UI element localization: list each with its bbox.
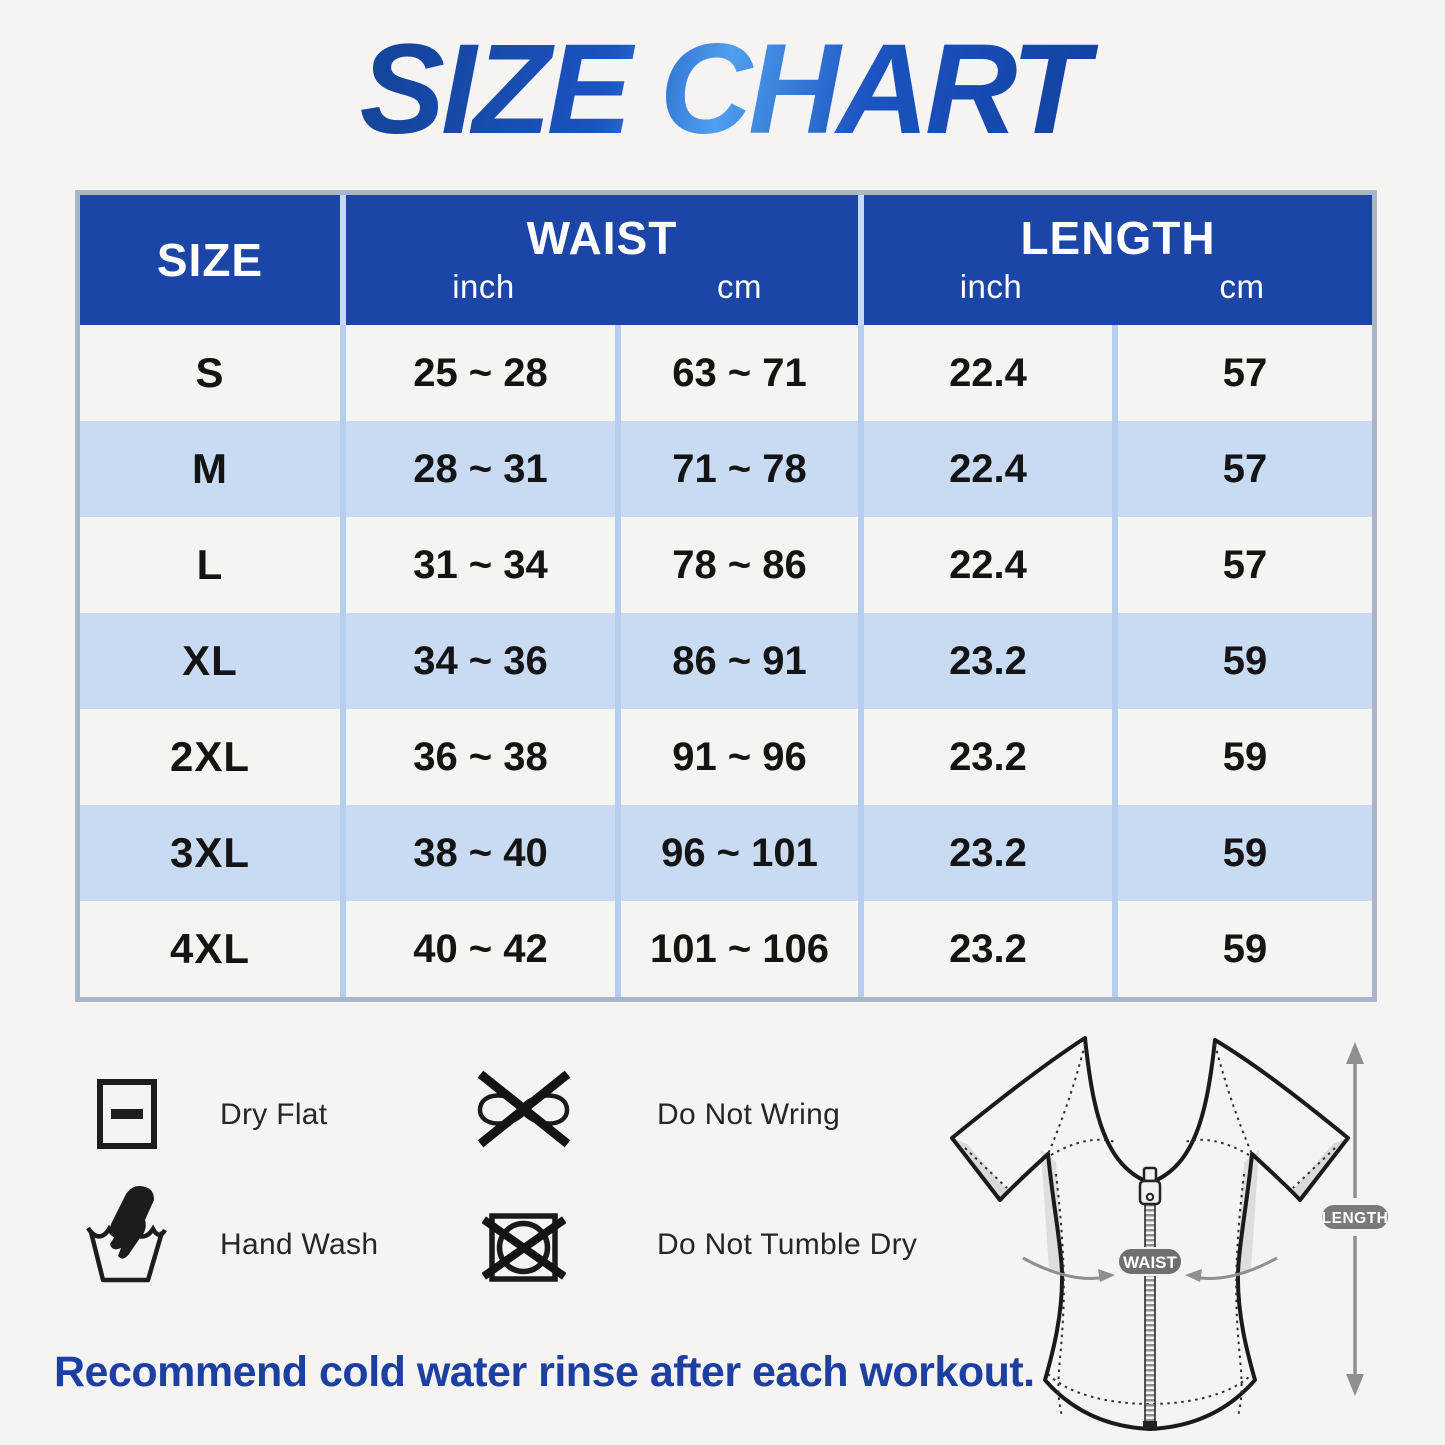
do-not-wring-icon — [470, 1068, 578, 1150]
zipper — [1140, 1168, 1160, 1429]
table-cell: 23.2 — [864, 709, 1118, 805]
table-cell: 59 — [1118, 613, 1372, 709]
table-cell: 38 ~ 40 — [346, 805, 621, 901]
table-cell: 23.2 — [864, 613, 1118, 709]
table-cell: 2XL — [80, 709, 346, 805]
column-header-waist — [346, 195, 864, 325]
table-cell: 31 ~ 34 — [346, 517, 621, 613]
table-cell: 78 ~ 86 — [621, 517, 864, 613]
table-cell: M — [80, 421, 346, 517]
table-cell: 59 — [1118, 709, 1372, 805]
table-cell: 57 — [1118, 517, 1372, 613]
table-cell: 91 ~ 96 — [621, 709, 864, 805]
dry-flat-icon — [96, 1078, 158, 1150]
table-cell: 4XL — [80, 901, 346, 997]
waist-label: WAIST — [1123, 1253, 1177, 1272]
table-cell: 36 ~ 38 — [346, 709, 621, 805]
table-cell: 22.4 — [864, 517, 1118, 613]
table-cell: XL — [80, 613, 346, 709]
table-cell: 59 — [1118, 805, 1372, 901]
length-label-pill — [1321, 1204, 1389, 1230]
table-cell: L — [80, 517, 346, 613]
table-cell: 28 ~ 31 — [346, 421, 621, 517]
size-table — [75, 190, 1377, 1002]
table-cell: 71 ~ 78 — [621, 421, 864, 517]
table-cell: 96 ~ 101 — [621, 805, 864, 901]
table-cell: 23.2 — [864, 901, 1118, 997]
waist-header-label: WAIST — [526, 211, 678, 264]
table-cell: 3XL — [80, 805, 346, 901]
table-cell: 57 — [1118, 325, 1372, 421]
care-label: Hand Wash — [220, 1228, 379, 1261]
table-cell: 63 ~ 71 — [621, 325, 864, 421]
care-label: Do Not Wring — [657, 1098, 841, 1131]
length-units-row — [864, 268, 1372, 306]
hand-wash-icon — [84, 1182, 168, 1286]
table-cell: 23.2 — [864, 805, 1118, 901]
waist-cm-unit-label: cm — [717, 268, 762, 306]
care-label: Dry Flat — [220, 1098, 328, 1131]
length-inch-unit-label: inch — [959, 268, 1023, 306]
waist-label-pill — [1118, 1248, 1182, 1275]
table-cell: 59 — [1118, 901, 1372, 997]
table-cell: 22.4 — [864, 421, 1118, 517]
table-cell: 25 ~ 28 — [346, 325, 621, 421]
care-note: Recommend cold water rinse after each workout. — [54, 1348, 1035, 1396]
table-cell: 40 ~ 42 — [346, 901, 621, 997]
page-title: SIZE CHART — [0, 16, 1445, 163]
table-cell: 22.4 — [864, 325, 1118, 421]
do-not-tumble-dry-icon — [482, 1206, 566, 1290]
column-header-length — [864, 195, 1372, 325]
table-cell: 34 ~ 36 — [346, 613, 621, 709]
table-cell: 57 — [1118, 421, 1372, 517]
waist-inch-unit-label: inch — [452, 268, 515, 306]
table-cell: S — [80, 325, 346, 421]
column-header-size — [80, 195, 346, 325]
size-header-label: SIZE — [156, 233, 264, 286]
length-header-label: LENGTH — [1020, 211, 1216, 264]
care-label: Do Not Tumble Dry — [657, 1228, 918, 1261]
waist-units-row — [346, 268, 858, 306]
table-cell: 101 ~ 106 — [621, 901, 864, 997]
length-cm-unit-label: cm — [1219, 268, 1265, 306]
length-label: LENGTH — [1321, 1210, 1389, 1227]
table-cell: 86 ~ 91 — [621, 613, 864, 709]
